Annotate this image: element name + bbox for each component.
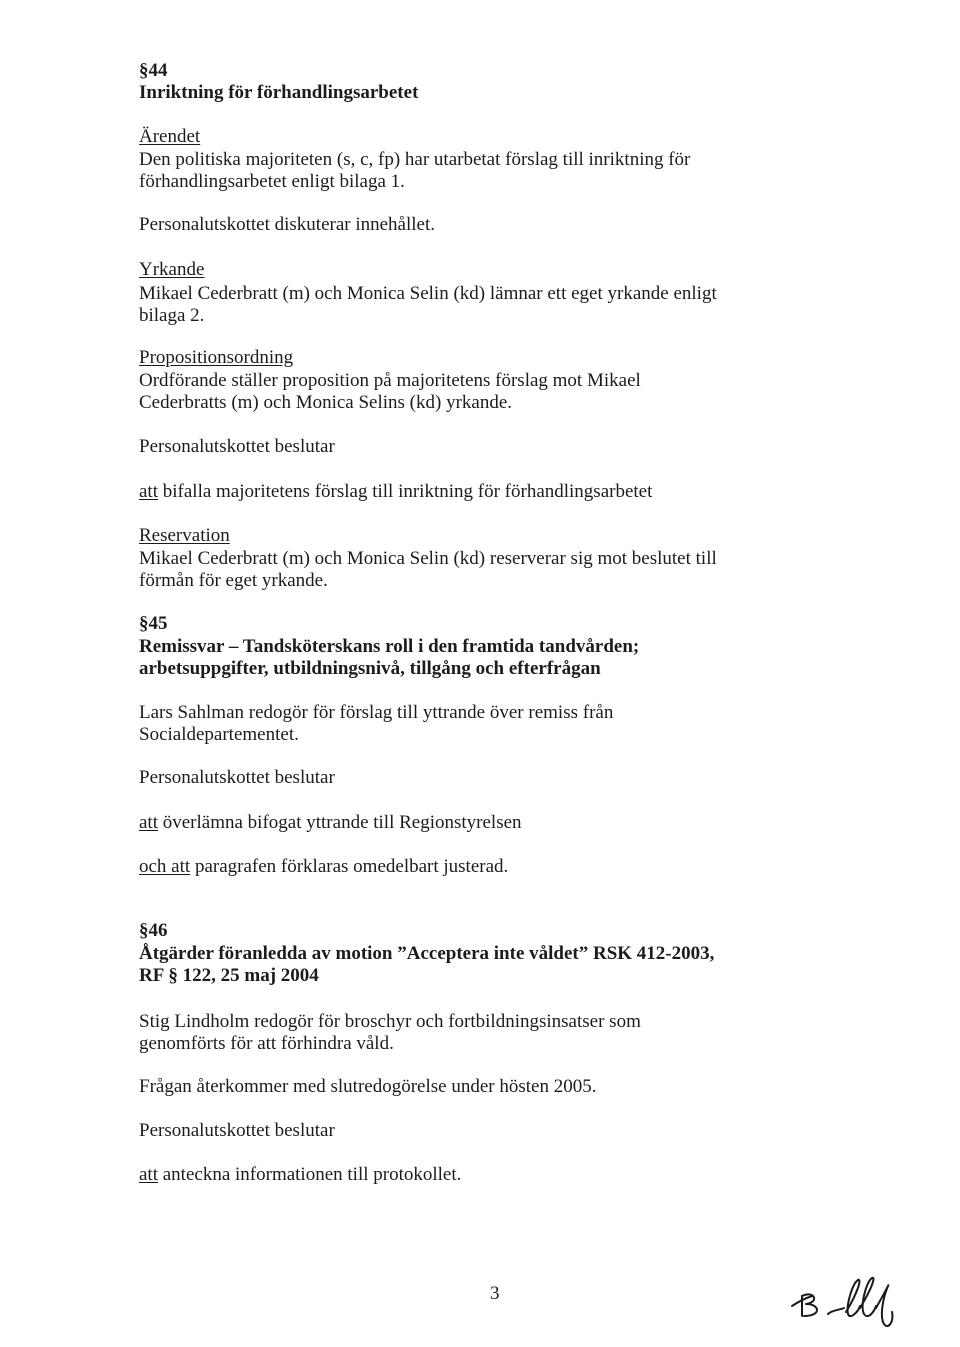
reservation-heading: Reservation [139, 525, 230, 546]
section-46-number: §46 [139, 920, 168, 941]
decision-46: att anteckna informationen till protokollet. [139, 1164, 462, 1185]
section-45-number: §45 [139, 613, 168, 634]
signature-initials-image [788, 1272, 900, 1332]
decides-44: Personalutskottet beslutar [139, 436, 335, 457]
section-45-body: Lars Sahlman redogör för förslag till yttrande över remiss från Socialdepartementet. [139, 702, 614, 745]
followup-text: Frågan återkommer med slutredogörelse under hösten 2005. [139, 1076, 597, 1097]
discuss-text: Personalutskottet diskuterar innehållet. [139, 214, 436, 235]
att-word: att [139, 481, 158, 502]
section-45-title: Remissvar – Tandsköterskans roll i den framtida tandvården; arbetsuppgifter, utbildningsnivå, tillgång och efterfrågan [139, 636, 640, 679]
reservation-text: Mikael Cederbratt (m) och Monica Selin (kd) reserverar sig mot beslutet till förmån för eget yrkande. [139, 548, 717, 591]
decision-45-1: att överlämna bifogat yttrande till Regionstyrelsen [139, 812, 522, 833]
decides-45: Personalutskottet beslutar [139, 767, 335, 788]
decision-45-2: och att paragrafen förklaras omedelbart justerad. [139, 856, 509, 877]
section-44-title: Inriktning för förhandlingsarbetet [139, 82, 419, 103]
och-att-word: och att [139, 856, 191, 877]
att-word: att [139, 812, 158, 833]
propositionsordning-text: Ordförande ställer proposition på majoritetens förslag mot Mikael Cederbratts (m) och Monica Selins (kd) yrkande. [139, 370, 641, 413]
section-46-title: Åtgärder föranledda av motion ”Acceptera inte våldet” RSK 412-2003, RF § 122, 25 maj 2004 [139, 943, 715, 986]
decides-46: Personalutskottet beslutar [139, 1120, 335, 1141]
att-word: att [139, 1164, 158, 1185]
decision-44: att bifalla majoritetens förslag till inriktning för förhandlingsarbetet [139, 481, 653, 502]
section-46-body: Stig Lindholm redogör för broschyr och fortbildningsinsatser som genomförts för att förhindra våld. [139, 1011, 641, 1054]
propositionsordning-heading: Propositionsordning [139, 347, 294, 368]
yrkande-heading: Yrkande [139, 259, 205, 280]
page-number: 3 [490, 1283, 500, 1304]
arendet-heading: Ärendet [139, 126, 201, 147]
yrkande-text: Mikael Cederbratt (m) och Monica Selin (kd) lämnar ett eget yrkande enligt bilaga 2. [139, 283, 717, 326]
arendet-text: Den politiska majoriteten (s, c, fp) har utarbetat förslag till inriktning för förhandlingsarbetet enligt bilaga 1. [139, 149, 691, 192]
section-44-number: §44 [139, 60, 168, 81]
